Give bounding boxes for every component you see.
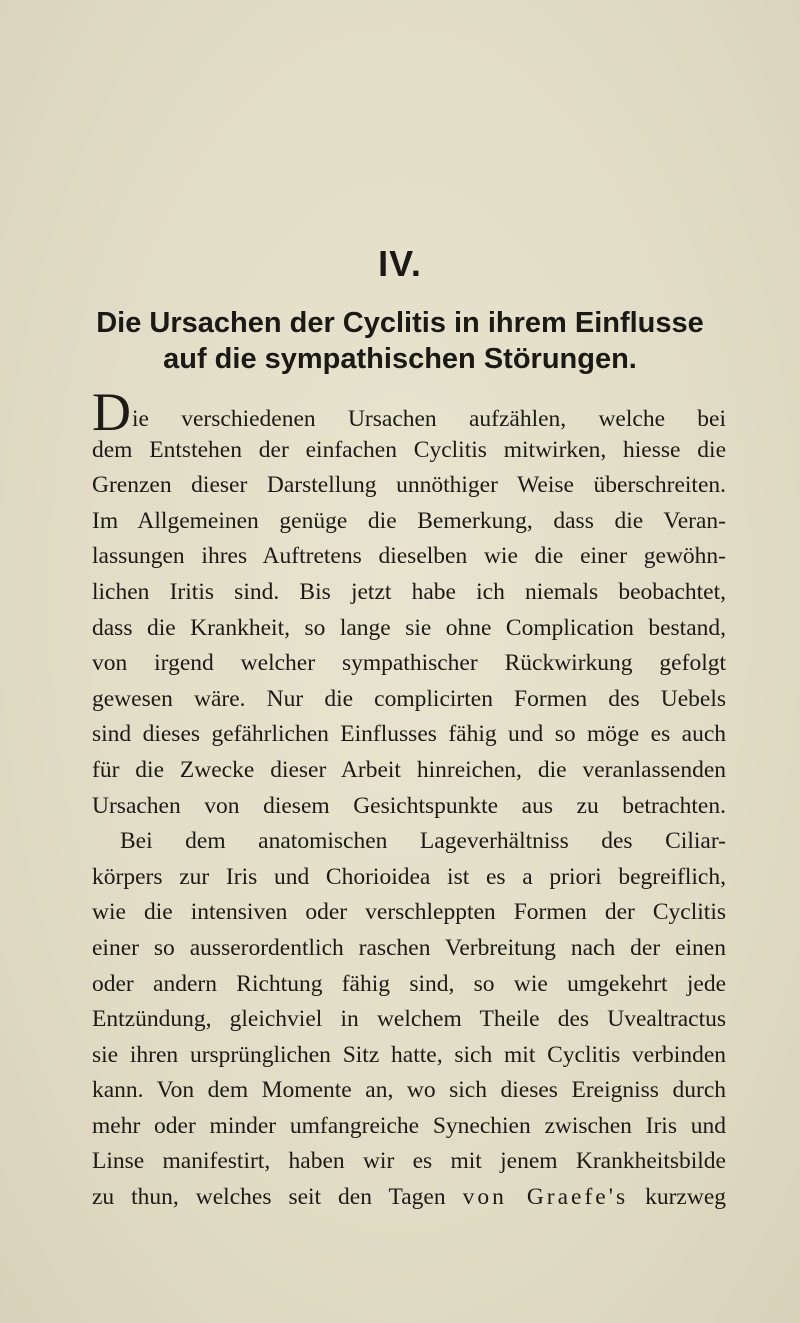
last-line-suffix: kurzweg (645, 1184, 727, 1211)
text-line: dem Entstehen der einfachen Cyclitis mitwirken, hiesse die (92, 436, 726, 463)
text-line: Linse manifestirt, haben wir es mit jenem Krankheitsbilde (92, 1148, 726, 1175)
text-line (92, 1180, 726, 1216)
text-line: für die Zwecke dieser Arbeit hinreichen, die veranlassenden (92, 756, 726, 783)
text-line: Ursachen von diesem Gesichtspunkte aus zu betrachten. (92, 792, 726, 819)
chapter-title (0, 305, 800, 377)
text-line: körpers zur Iris und Chorioidea ist es a priori begreiflich, (92, 863, 726, 890)
text-line (92, 382, 726, 442)
text-line: Grenzen dieser Darstellung unnöthiger Weise überschreiten. (92, 472, 726, 499)
text-line: lichen Iritis sind. Bis jetzt habe ich niemals beobachtet, (92, 578, 726, 605)
text-line: lassungen ihres Auftretens dieselben wie die einer gewöhn- (92, 543, 726, 570)
text-line: mehr oder minder umfangreiche Synechien zwischen Iris und (92, 1112, 726, 1139)
text-line: Im Allgemeinen genüge die Bemerkung, dass die Veran- (92, 507, 726, 534)
text-line: wie die intensiven oder verschleppten Formen der Cyclitis (92, 899, 726, 926)
text-line: von irgend welcher sympathischer Rückwirkung gefolgt (92, 650, 726, 677)
last-line-prefix: zu thun, welches seit den Tagen (92, 1184, 446, 1211)
text-line: gewesen wäre. Nur die complicirten Formen des Uebels (92, 685, 726, 712)
author-name: von Graefe's (462, 1184, 629, 1211)
text-line: dass die Krankheit, so lange sie ohne Complication bestand, (92, 614, 726, 641)
chapter-number: IV. (378, 243, 422, 284)
chapter-title-line-2: auf die sympathischen Störungen. (163, 343, 637, 375)
text-line: kann. Von dem Momente an, wo sich dieses Ereigniss durch (92, 1077, 726, 1104)
text-line: sie ihren ursprünglichen Sitz hatte, sich mit Cyclitis verbinden (92, 1041, 726, 1068)
text-line: oder andern Richtung fähig sind, so wie umgekehrt jede (92, 970, 726, 997)
text-line: einer so ausserordentlich raschen Verbreitung nach der einen (92, 934, 726, 961)
drop-cap: D (92, 382, 131, 442)
text-line: sind dieses gefährlichen Einflusses fähig und so möge es auch (92, 721, 726, 748)
chapter-title-line-1: Die Ursachen der Cyclitis in ihrem Einflusse (96, 307, 704, 339)
first-line-text: ie verschiedenen Ursachen aufzählen, welche bei (132, 406, 726, 432)
text-line: Bei dem anatomischen Lageverhältniss des Ciliar- (120, 828, 726, 855)
text-line: Entzündung, gleichviel in welchem Theile des Uvealtractus (92, 1006, 726, 1033)
body-text (92, 382, 727, 1216)
